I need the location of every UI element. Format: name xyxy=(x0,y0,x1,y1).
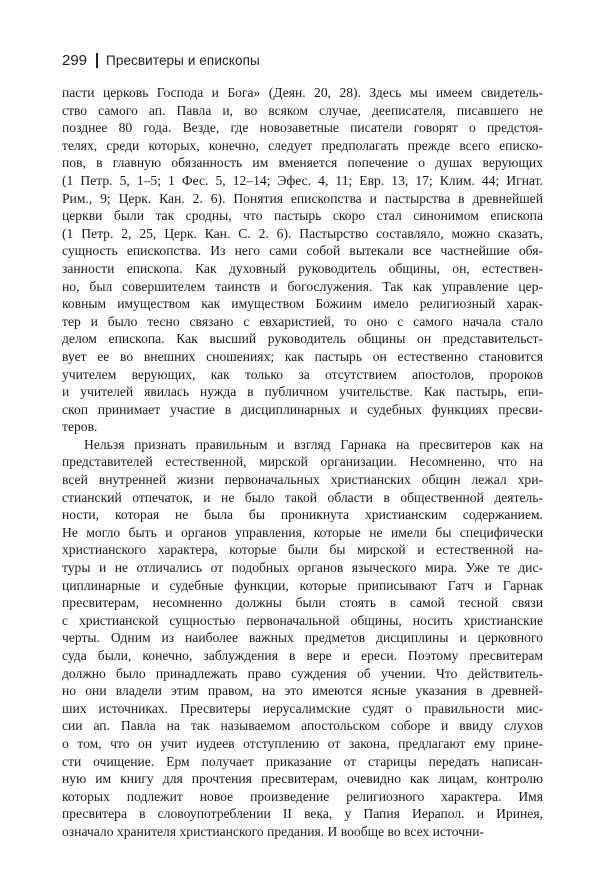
text-line: ную им книгу для прочтения пресвитерам, очевидно как лицам, контролю xyxy=(62,771,543,787)
header-separator xyxy=(96,53,98,68)
paragraph xyxy=(62,84,543,436)
text-line: Нельзя признать правильным и взгляд Гарнака на пресвитеров как на xyxy=(84,436,543,452)
text-line: ство самого ап. Павла и, во всяком случае, дееписателя, писавшего не xyxy=(62,102,543,118)
text-line: циплинарные и судебные функции, которые приписывают Гатч и Гарнак xyxy=(62,577,543,593)
text-line: стианский отпечаток, и не было такой области в общественной деятель- xyxy=(62,489,543,505)
text-line: суда были, конечно, заблуждения в вере и ереси. Поэтому пресвитерам xyxy=(62,648,543,663)
text-line: но они владели этим правом, на это имеются ясные указания в древней- xyxy=(62,683,543,699)
text-line: Рим., 9; Церк. Кан. 2. 6). Понятия епископства и пастырства в древнейшей xyxy=(62,190,543,206)
text-line: пасти церковь Господа и Бога» (Деян. 20, 28). Здесь мы имеем свидетель- xyxy=(62,85,543,100)
text-line: учителем верующих, как только за отсутствием апостолов, пророков xyxy=(62,366,543,382)
text-line: всей внутренней жизни первоначальных христианских общин лежал хри- xyxy=(62,472,543,488)
text-line: с христианской сущностью первоначальной общины, носить христианские xyxy=(62,612,543,628)
paragraph xyxy=(62,436,543,841)
text-line: черты. Одним из наиболее важных предметов дисциплины и церковного xyxy=(62,630,543,646)
text-line: (1 Петр. 5, 1–5; 1 Фес. 5, 12–14; Эфес. 4, 11; Евр. 13, 17; Клим. 44; Игнат. xyxy=(62,172,543,188)
text-line: туры и не отличались от подобных органов языческого мира. Уже те дис- xyxy=(62,560,543,576)
text-line: христианского характера, которые были бы мирской и естественной на- xyxy=(62,542,543,558)
text-line: ковным имуществом как имуществом Божиим имело религиозный харак- xyxy=(62,296,543,312)
page-number: 299 xyxy=(62,51,88,69)
text-line: тер и было тесно связано с евхаристией, то оно с самого начала стало xyxy=(62,313,543,329)
text-line: должно было принадлежать право суждения об учении. Что действитель- xyxy=(62,665,543,681)
text-line: пресвитерам, несомненно должны были стоять в самой тесной связи xyxy=(62,595,543,611)
running-title: Пресвитеры и епископы xyxy=(106,52,260,68)
text-line: ших источниках. Пресвитеры иерусалимские судят о правильности мис- xyxy=(62,700,543,716)
text-line: Не могло быть и органов управления, которые не имели бы специфически xyxy=(62,524,543,540)
text-line: сии ап. Павла на так называемом апостольском соборе и ввиду слухов xyxy=(62,718,543,734)
text-line: сущность епископства. Из него сами собой вытекали все частнейшие обя- xyxy=(62,243,543,259)
text-line: позднее 80 года. Везде, где новозаветные писатели говорят о предстоя- xyxy=(62,120,543,136)
text-line: представителей естественной, мирской организации. Несомненно, что на xyxy=(62,454,543,470)
text-line: но, был совершителем таинств и богослужения. Так как управление цер- xyxy=(62,278,543,294)
text-line: теров. xyxy=(62,419,98,435)
text-line: которых подлежит новое произведение религиозного характера. Имя xyxy=(62,788,543,804)
text-line: телях, среди которых, конечно, следует предполагать прежде всего еписко- xyxy=(62,137,543,153)
text-line: вует ее во внешних сношениях; как пастырь он естественно становится xyxy=(62,348,543,364)
text-line: сти очищение. Ерм получает приказание от старицы передать написан- xyxy=(62,753,543,769)
running-header xyxy=(62,50,260,70)
text-line: о том, что он учит иудеев отступлению от закона, предлагают ему прине- xyxy=(62,735,543,751)
text-line: пресвитера в словоупотреблении II века, у Папия Иерапол. и Иринея, xyxy=(62,806,543,822)
text-line: (1 Петр. 2, 25, Церк. Кан. С. 2. 6). Пастырство составляло, можно сказать, xyxy=(62,225,543,241)
text-line: скоп принимает участие в дисциплинарных и судебных функциях пресви- xyxy=(62,401,543,417)
text-line: занности епископа. Как духовный руководитель общины, он, естествен- xyxy=(62,260,543,276)
body-text xyxy=(62,84,543,841)
text-line: пов, в главную обязанность им вменяется попечение о душах верующих xyxy=(62,155,543,171)
text-line: и учителей явилась нужда в публичном учительстве. Как пастырь, епи- xyxy=(62,384,543,400)
text-line: церкви были так сродны, что пастырь скоро стал синонимом епископа xyxy=(62,208,543,224)
text-line: ности, которая не была бы проникнута христианским содержанием. xyxy=(62,507,543,523)
text-line: делом епископа. Как высший руководитель общины он представительст- xyxy=(62,331,543,347)
text-line: означало хранителя христианского предания. И вообще во всех источни- xyxy=(62,823,485,839)
